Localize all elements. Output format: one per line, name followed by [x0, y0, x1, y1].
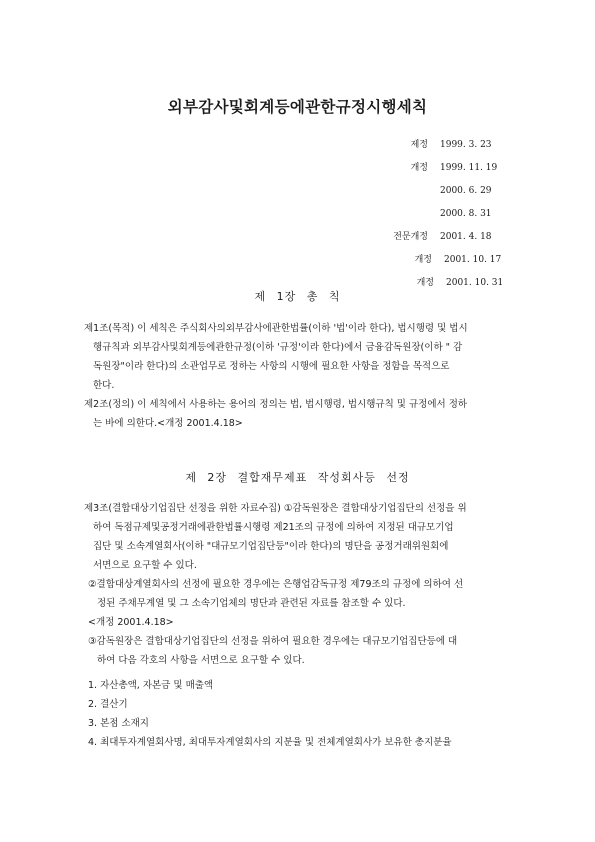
amendment-note: <개정 2001.4.18> [88, 617, 174, 628]
paragraph-line: 정된 주채무계열 및 그 소속기업체의 명단과 관련된 자료를 참조할 수 있다. [97, 598, 406, 609]
history-label: 개정 [416, 278, 434, 288]
history-row [292, 226, 512, 249]
chapter-2-heading: 제 2장 결합재무제표 작성회사등 선정 [185, 471, 410, 484]
article-3-paragraph-3 [88, 632, 518, 670]
history-date: 2000. 8. 31 [440, 209, 492, 219]
history-label: 전문개정 [393, 232, 428, 242]
article-1 [84, 319, 514, 395]
history-row [292, 157, 512, 180]
list-item: 1. 자산총액, 자본금 및 매출액 [88, 680, 214, 691]
chapter-1-heading: 제 1장 총 칙 [254, 290, 341, 303]
article-2 [84, 395, 514, 433]
revision-history [292, 134, 512, 295]
history-label: 제정 [410, 140, 428, 150]
history-row [292, 134, 512, 157]
article-3-line: 집단 및 소속계열회사(이하 "대규모기업집단등"이라 한다)의 명단을 공정거래위원회에 [93, 541, 449, 552]
history-row [292, 180, 512, 203]
article-1-line: 독원장"이라 한다)의 소관업무로 정하는 사항의 시행에 필요한 사항을 정함을 목적으로 [93, 361, 450, 372]
history-date: 2001. 4. 18 [440, 232, 492, 242]
article-1-line: 제1조(목적) 이 세칙은 주식회사의외부감사에관한법률(이하 '법'이라 한다), 법시행령 및 법시 [84, 323, 468, 334]
article-1-line: 행규칙과 외부감사및회계등에관한규정(이하 '규정'이라 한다)에서 금융감독원장(이하 " 감 [93, 342, 463, 353]
history-row [292, 249, 516, 272]
paragraph-line: 하여 다음 각호의 사항을 서면으로 요구할 수 있다. [97, 655, 305, 666]
list-item: 3. 본점 소재지 [88, 718, 149, 729]
history-row [292, 203, 512, 226]
history-date: 2001. 10. 31 [446, 278, 504, 288]
article-3-paragraph-2 [88, 575, 518, 613]
history-label: 개정 [410, 163, 428, 173]
article-2-line: 는 바에 의한다.<개정 2001.4.18> [93, 418, 243, 429]
history-date: 2001. 10. 17 [444, 255, 502, 265]
paragraph-line: ②결합대상계열회사의 선정에 필요한 경우에는 은행업감독규정 제79조의 규정에 의하여 선 [88, 579, 464, 590]
article-3-line: 제3조(결합대상기업집단 선정을 위한 자료수집) ①감독원장은 결합대상기업집단의 선정을 위 [84, 503, 467, 514]
history-date: 2000. 6. 29 [440, 186, 492, 196]
history-label: 개정 [414, 255, 432, 265]
article-2-line: 제2조(정의) 이 세칙에서 사용하는 용어의 정의는 법, 법시행령, 법시행규칙 및 규정에서 정하 [84, 399, 468, 410]
list-item: 2. 결산기 [88, 699, 128, 710]
list-item: 4. 최대투자계열회사명, 최대투자계열회사의 지분율 및 전체계열회사가 보유한 총지분율 [88, 737, 452, 748]
document-title: 외부감사및회계등에관한규정시행세칙 [167, 98, 428, 116]
paragraph-line: ③감독원장은 결합대상기업집단의 선정을 위하여 필요한 경우에는 대규모기업집단등에 대 [88, 636, 458, 647]
article-1-line: 한다. [93, 380, 115, 391]
history-date: 1999. 3. 23 [440, 140, 492, 150]
article-3 [84, 499, 514, 575]
article-3-line: 서면으로 요구할 수 있다. [93, 560, 197, 571]
article-3-line: 하여 독점규제및공정거래에관한법률시행령 제21조의 규정에 의하여 지정된 대규모기업 [93, 522, 454, 533]
history-date: 1999. 11. 19 [440, 163, 498, 173]
